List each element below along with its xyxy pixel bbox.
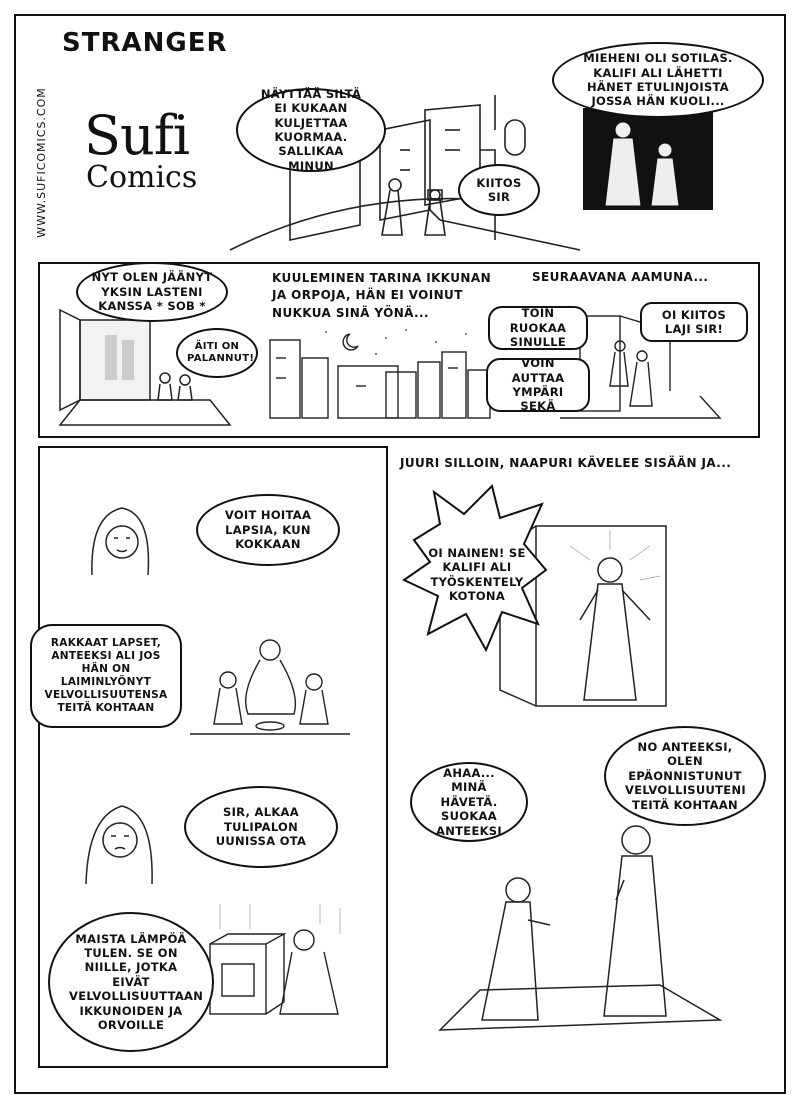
night-city	[266, 318, 492, 418]
speech-bubble-sorry	[604, 726, 766, 826]
speech-text-shout: OI NAINEN! SE KALIFI ALI TYÖSKENTELY KOTONA	[428, 546, 526, 604]
speech-bubble-mother	[176, 328, 258, 378]
speech-bubble-widow	[552, 42, 764, 118]
confrontation-scene	[420, 820, 740, 1040]
caption-night: KUULEMINEN TARINA IKKUNAN JA ORPOJA, HÄN EI VOINUT NUKKUA SINÄ YÖNÄ...	[272, 271, 492, 320]
memory-panel	[583, 108, 713, 210]
speech-bubble-shame	[410, 762, 528, 842]
oven-scene	[200, 904, 350, 1034]
speech-text: TOIN RUOKAA SINULLE	[509, 306, 567, 350]
speech-text: RAKKAAT LAPSET, ANTEEKSI ALI JOS HÄN ON LAIMINLYÖNYT VELVOLLISUUTENSA TEITÄ KOHTAAN	[44, 636, 168, 715]
speech-bubble-food	[488, 306, 588, 350]
speech-bubble-children	[30, 624, 182, 728]
speech-text: SIR, ALKAA TULIPALON UUNISSA OTA	[215, 805, 307, 849]
widow-silhouettes	[583, 108, 713, 210]
speech-bubble-thanks	[458, 164, 540, 216]
speech-text: VOIN AUTTAA YMPÄRI SEKÄ	[511, 356, 565, 414]
speech-text: MAISTA LÄMPÖÄ TULEN. SE ON NIILLE, JOTKA EIVÄT VELVOLLISUUTTAAN IKKUNOIDEN JA ORVOILLE	[69, 931, 204, 1032]
comic-title: STRANGER	[62, 28, 228, 58]
logo-comics: Comics	[86, 160, 198, 195]
speech-text: MIEHENI OLI SOTILAS. KALIFI ALI LÄHETTI HÄNET ETULINJOISTA JOSSA HÄN KUOLI...	[583, 51, 733, 109]
speech-bubble-care	[196, 494, 340, 566]
speech-text: NÄYTTÄÄ SILTÄ EI KUKAAN KULJETTAA KUORMAA. SALLIKAA MINUN	[260, 86, 362, 173]
speech-text: OI KIITOS LAJI SIR!	[661, 307, 727, 336]
speech-bubble-warmth	[48, 912, 214, 1052]
speech-bubble-alone	[76, 262, 228, 322]
speech-bubble-help	[486, 358, 590, 412]
logo-sufi: Sufi	[84, 104, 190, 167]
old-woman-face-1	[82, 500, 162, 580]
old-woman-face-2	[78, 796, 168, 886]
speech-text: KIITOS SIR	[476, 175, 522, 204]
speech-bubble-fire	[184, 786, 338, 868]
caption-morning: SEURAAVANA AAMUNA...	[532, 270, 709, 284]
speech-bubble-thanks-lad	[640, 302, 748, 342]
speech-text: NO ANTEEKSI, OLEN EPÄONNISTUNUT VELVOLLISUUTENI TEITÄ KOHTAAN	[625, 740, 746, 812]
speech-bubble-offer	[236, 88, 386, 172]
speech-text: ÄITI ON PALANNUT!	[187, 340, 255, 364]
caption-neighbor: JUURI SILLOIN, NAAPURI KÄVELEE SISÄÄN JA...	[400, 456, 732, 470]
speech-text: VOIT HOITAA LAPSIA, KUN KOKKAAN	[224, 508, 312, 552]
site-url-text: WWW.SUFICOMICS.COM	[34, 87, 48, 238]
speech-text: AHAA... MINÄ HÄVETÄ. SUOKAA ANTEEKSI	[436, 766, 502, 838]
family-meal-scene	[190, 624, 350, 744]
site-url	[26, 87, 48, 246]
speech-text: NYT OLEN JÄÄNYT YKSIN LASTENI KANSSA * SOB *	[91, 270, 213, 314]
